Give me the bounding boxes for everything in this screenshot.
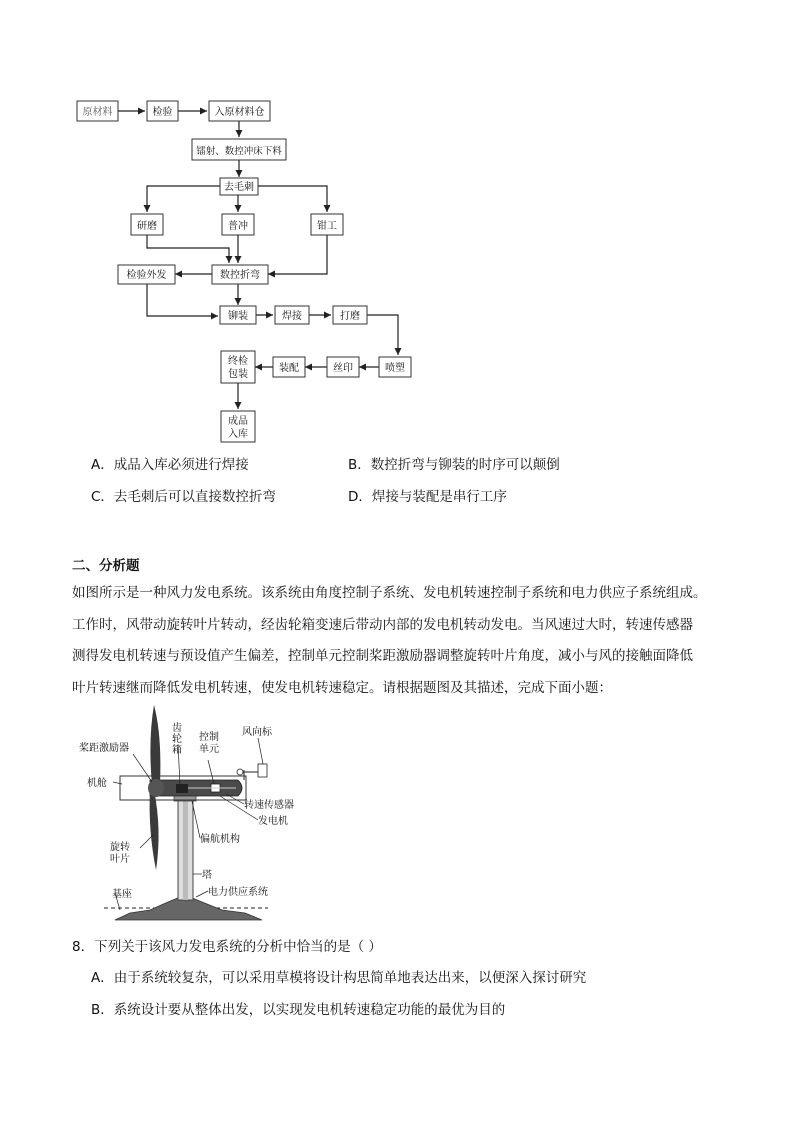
label-gearbox-1: 齿 [172,723,182,734]
label-power-supply: 电力供应系统 [208,887,268,898]
node-silk: 丝印 [333,363,353,374]
node-final-2: 包装 [228,369,248,380]
node-spray: 喷塑 [385,363,405,374]
node-outsource: 检验外发 [126,270,167,281]
option-8a: A．由于系统较复杂，可以采用草模将设计构思简单地表达出来，以便深入探讨研究 [91,970,587,986]
label-wind-vane: 风向标 [242,727,272,738]
paragraph-line: 工作时，风带动旋转叶片转动，经齿轮箱变速后带动内部的发电机转动发电。当风速过大时，转速传感器 [72,616,693,633]
problem-description [72,578,722,704]
option-8b: B．系统设计要从整体出发，以实现发电机转速稳定功能的最优为目的 [91,1002,506,1018]
label-pitch-exciter: 桨距激励器 [79,743,129,754]
node-weld: 焊接 [282,311,302,322]
paragraph-line: 测得发电机转速与预设值产生偏差，控制单元控制桨距激励器调整旋转叶片角度，减小与风的接触面降低 [72,648,693,664]
node-fitter: 钳工 [317,221,337,232]
option-7b: B．数控折弯与铆装的时序可以颠倒 [348,457,560,473]
node-deburr: 去毛刺 [224,182,254,193]
label-generator: 发电机 [258,816,288,827]
option-7d: D．焊接与装配是串行工序 [348,489,507,505]
label-gearbox-2: 轮 [172,734,182,745]
section-title: 二、分析题 [72,558,140,574]
paragraph-line: 叶片转速继而降低发电机转速，使发电机转速稳定。请根据题图及其描述，完成下面小题： [72,679,612,696]
node-inspect: 检验 [152,107,173,118]
question-8-stem: 8．下列关于该风力发电系统的分析中恰当的是（ ） [72,939,382,955]
label-yaw: 偏航机构 [200,834,240,845]
label-nacelle: 机舱 [87,778,107,789]
node-product-2: 入库 [228,429,248,440]
node-assemble: 装配 [279,363,299,374]
option-7a: A．成品入库必须进行焊接 [91,457,249,473]
label-tower: 塔 [202,870,212,881]
node-product-1: 成品 [228,416,248,427]
node-grind: 研磨 [137,221,157,232]
label-control-1: 控制 [199,732,219,743]
wind-turbine-diagram [72,700,302,926]
label-blade-1: 旋转 [110,842,130,853]
process-flowchart [0,0,794,450]
label-gearbox-3: 箱 [172,745,182,756]
node-polish: 打磨 [340,311,360,322]
option-7c: C．去毛刺后可以直接数控折弯 [91,489,276,505]
label-blade-2: 叶片 [110,854,130,865]
label-base: 基座 [112,889,132,900]
node-warehouse: 入原材料仓 [214,107,265,118]
node-raw: 原材料 [82,107,113,118]
node-rivet: 铆装 [228,311,248,322]
node-bend: 数控折弯 [220,270,260,281]
label-control-2: 单元 [199,744,219,755]
node-punch: 普冲 [228,221,248,232]
label-speed-sensor: 转速传感器 [244,800,294,811]
node-cut: 镭射、数控冲床下料 [196,146,282,157]
node-final-1: 终检 [228,356,248,367]
paragraph-line: 如图所示是一种风力发电系统。该系统由角度控制子系统、发电机转速控制子系统和电力供应子系统组成。 [72,585,707,601]
